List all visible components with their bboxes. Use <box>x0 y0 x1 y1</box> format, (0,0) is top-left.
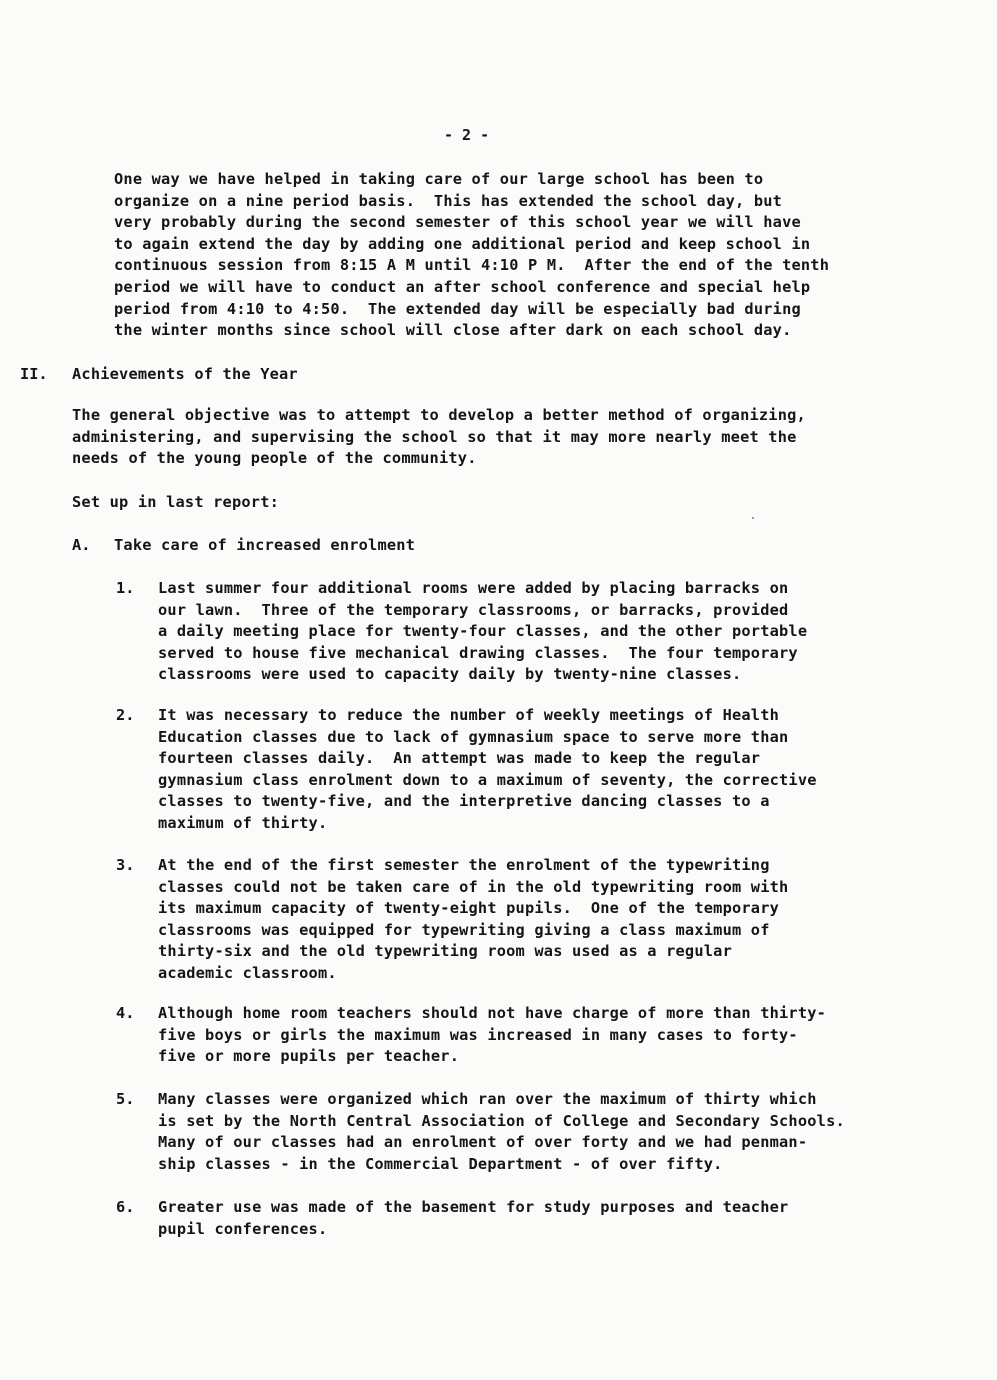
item-number: 3. <box>116 856 135 874</box>
item-number: 5. <box>116 1090 135 1108</box>
paper-speck <box>752 517 754 519</box>
item-text: At the end of the first semester the enrolment of the typewriting classes could not be taken care of in the old typewriting room with its maximum capacity of twenty-eight pupils. One of the temporary classrooms was equipped for typewriting giving a class maximum of thirty-six and the old typewriting room was used as a regular academic classroom. <box>158 856 789 982</box>
subsection-heading: Take care of increased enrolment <box>114 536 416 554</box>
item-text: Last summer four additional rooms were added by placing barracks on our lawn. Three of the temporary classrooms, or barracks, provided a daily meeting place for twenty-four classes, and the other portable served to house five mechanical drawing classes. The four temporary classrooms were used to capacity daily by twenty-nine classes. <box>158 579 808 684</box>
item-text: Many classes were organized which ran over the maximum of thirty which is set by the North Central Association of College and Secondary Schools. Many of our classes had an enrolment of over forty and we had penman- ship classes - in the Commercial Department - of over fifty. <box>158 1090 845 1173</box>
section-number: II. <box>20 365 48 383</box>
section-heading: Achievements of the Year <box>72 365 298 383</box>
item-text: Although home room teachers should not have charge of more than thirty- five boys or girls the maximum was increased in many cases to forty- five or more pupils per teacher. <box>158 1004 827 1066</box>
subsection-letter: A. <box>72 536 91 554</box>
item-text: Greater use was made of the basement for study purposes and teacher pupil conferences. <box>158 1198 789 1238</box>
item-text: It was necessary to reduce the number of weekly meetings of Health Education classes due to lack of gymnasium space to serve more than fourteen classes daily. An attempt was made to keep the regular gymnasium class enrolment down to a maximum of seventy, the corrective classes to twenty-five, and the interpretive dancing classes to a maximum of thirty. <box>158 706 817 832</box>
intro-paragraph: One way we have helped in taking care of our large school has been to organize on a nine period basis. This has extended the school day, but very probably during the second semester of this school year we will have to again extend the day by adding one additional period and keep school in continuous session from 8:15 A M until 4:10 P M. After the end of the tenth period we will have to conduct an after school conference and special help period from 4:10 to 4:50. The extended day will be especially bad during the winter months since school will close after dark on each school day. <box>114 170 830 340</box>
item-number: 2. <box>116 706 135 724</box>
objective-paragraph: The general objective was to attempt to develop a better method of organizing, administering, and supervising the school so that it may more nearly meet the needs of the young people of the community. <box>72 406 806 468</box>
page-number: - 2 - <box>444 126 490 144</box>
item-number: 6. <box>116 1198 135 1216</box>
setup-line: Set up in last report: <box>72 493 280 511</box>
item-number: 1. <box>116 579 135 597</box>
item-number: 4. <box>116 1004 135 1022</box>
